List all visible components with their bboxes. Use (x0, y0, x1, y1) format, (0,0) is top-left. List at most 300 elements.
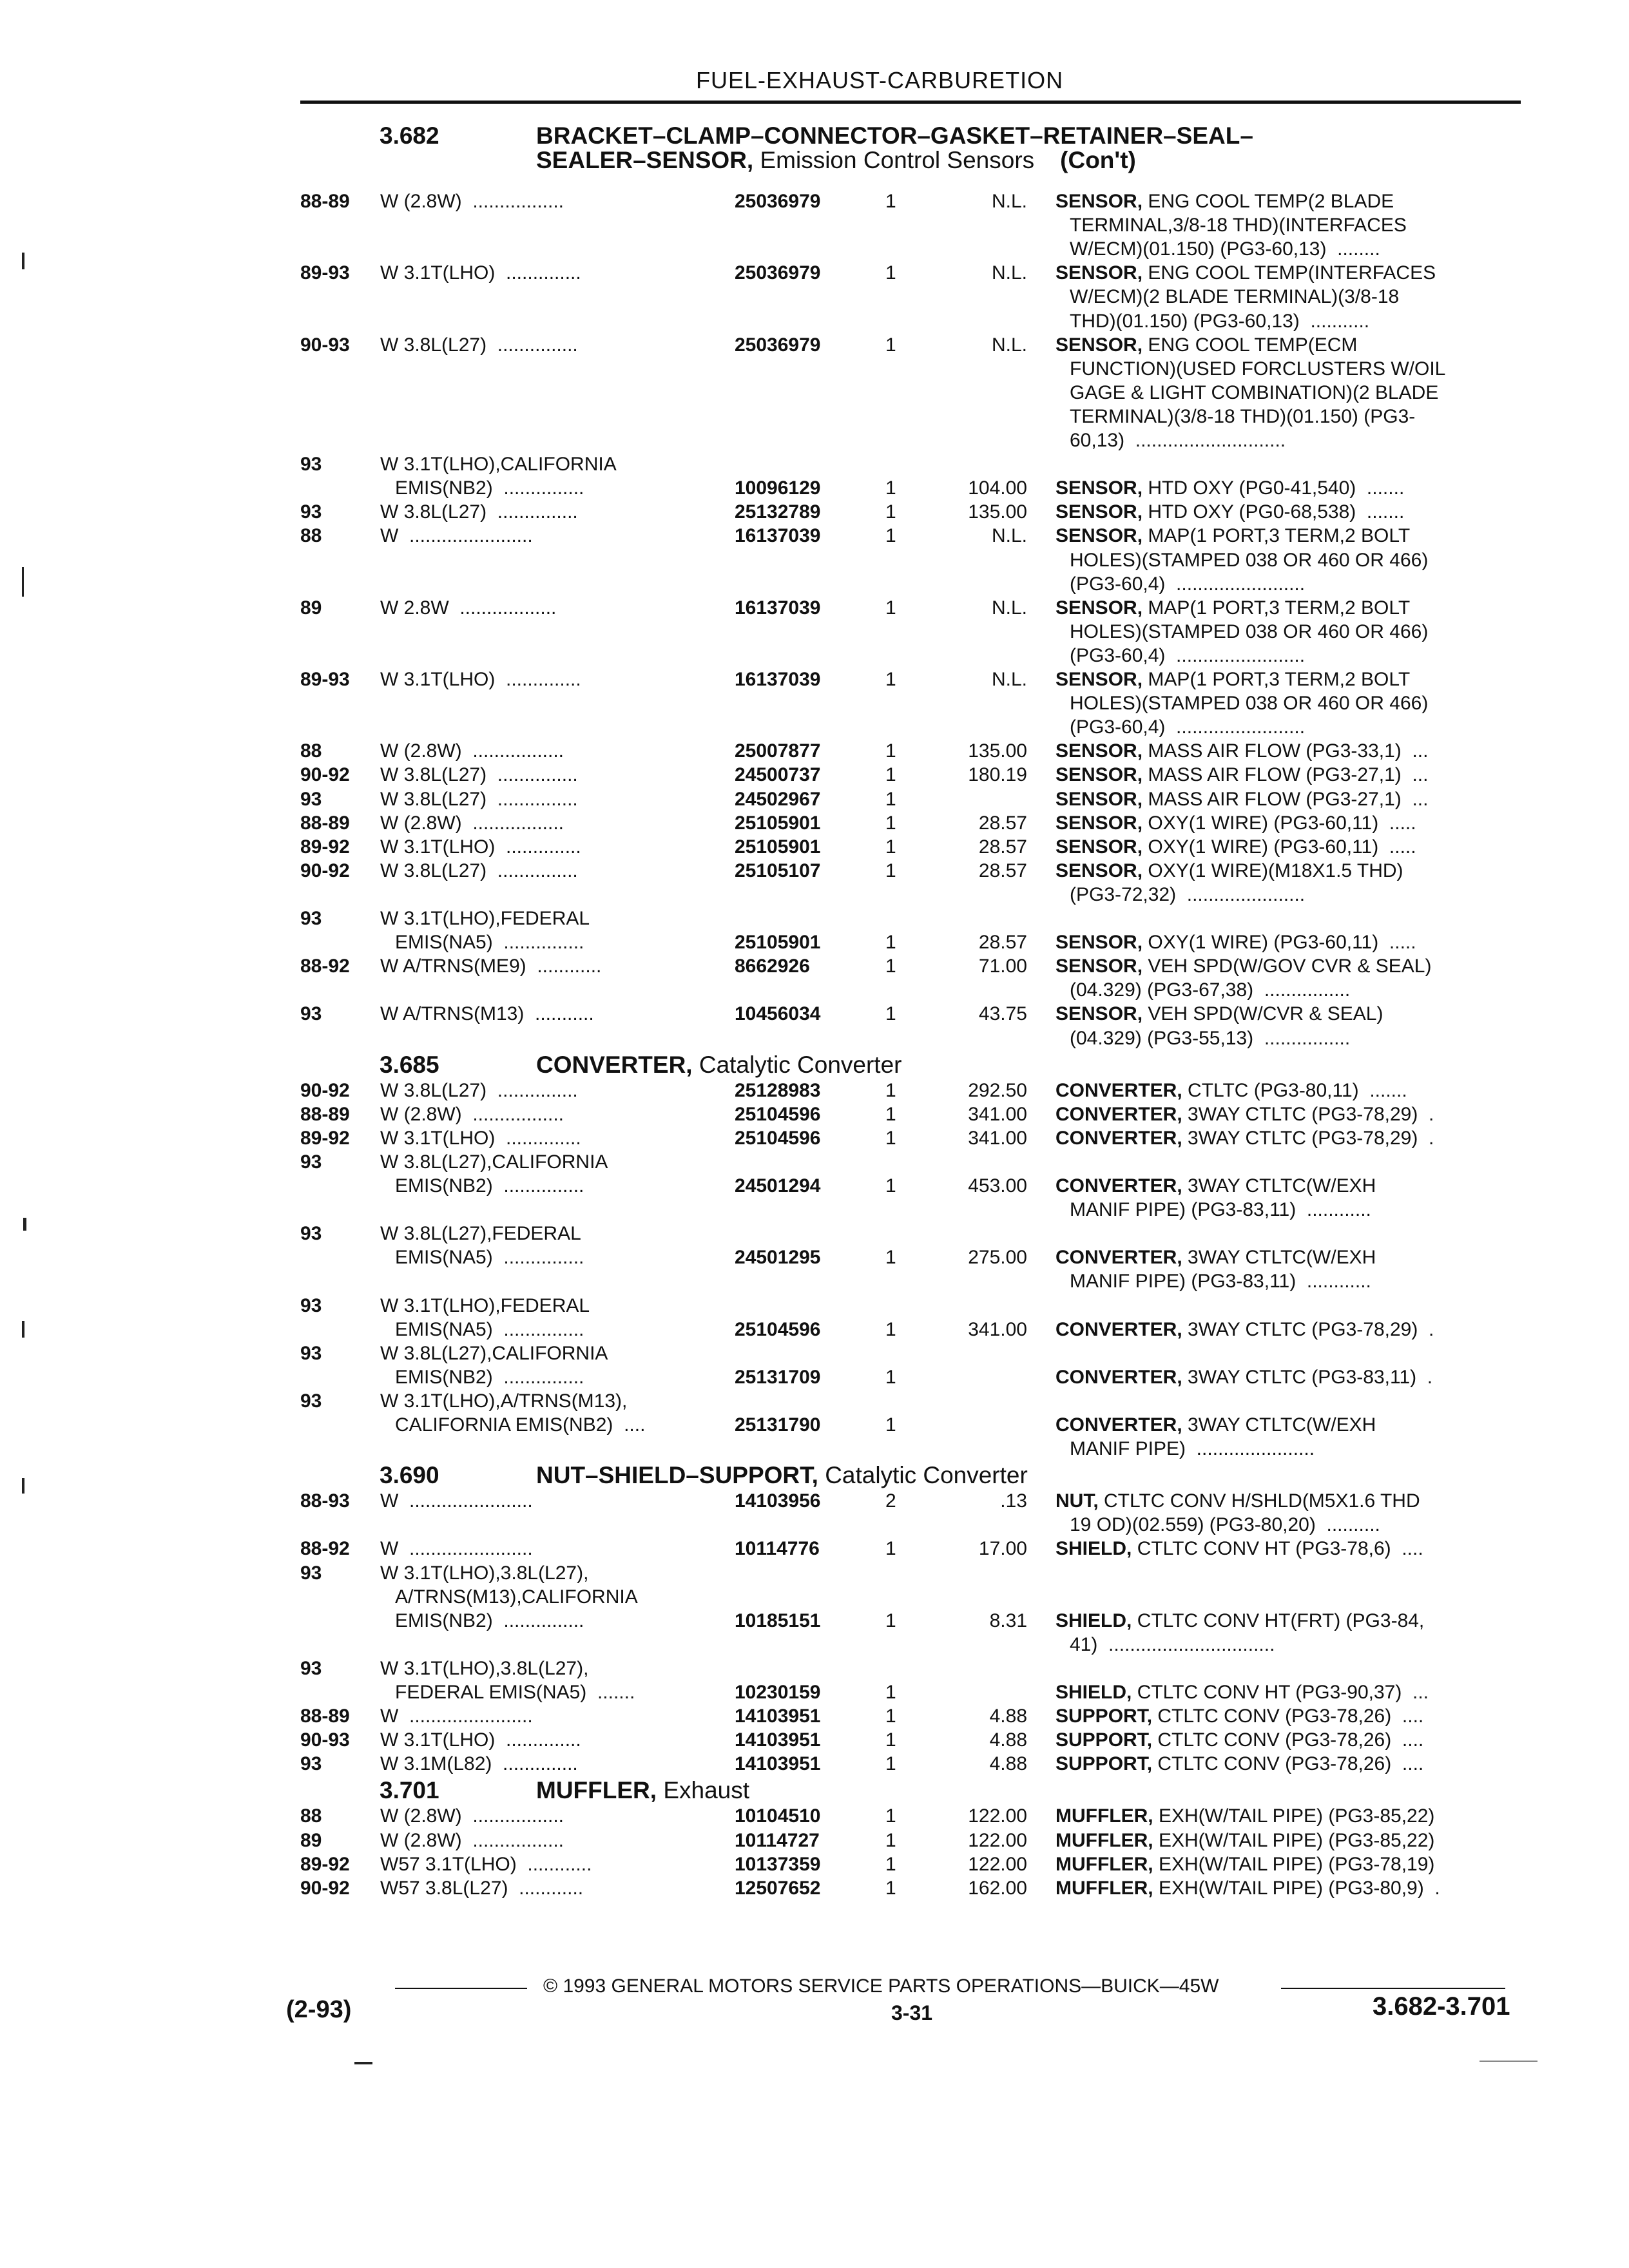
description (1055, 596, 1410, 620)
price: N.L. (991, 597, 1027, 619)
part-number: 25131790 (735, 1414, 821, 1436)
model-year: 93 (300, 454, 322, 476)
quantity: 1 (885, 1682, 896, 1703)
description-text: 3WAY CTLTC (PG3-78,29) . (1182, 1127, 1434, 1149)
application: W 3.1T(LHO),CALIFORNIA (380, 454, 617, 476)
table-row (0, 1150, 1629, 1174)
description-noun: SENSOR, (1055, 525, 1143, 547)
description (1055, 787, 1428, 811)
application: W 3.8L(L27) ............... (380, 501, 578, 523)
section-number: 3.690 (380, 1462, 439, 1489)
price: 71.00 (978, 956, 1027, 977)
application: EMIS(NA5) ............... (395, 1318, 584, 1340)
description-text: ENG COOL TEMP(ECM (1142, 334, 1358, 356)
model-year: 88-89 (300, 812, 350, 834)
footer-rule (1281, 1988, 1505, 1989)
part-number: 24501294 (735, 1175, 821, 1196)
model-year: 93 (300, 908, 322, 929)
description-text: 19 OD)(02.559) (PG3-80,20) .......... (1070, 1514, 1380, 1536)
description-noun: SENSOR, (1055, 860, 1143, 881)
application: W 3.1T(LHO) .............. (380, 262, 581, 284)
description (1070, 572, 1305, 596)
section-title (536, 1052, 901, 1079)
description-text: 60,13) ............................ (1070, 430, 1286, 451)
table-row (0, 1829, 1629, 1852)
description-text: HOLES)(STAMPED 038 OR 460 OR 466) (1070, 620, 1429, 642)
table-row (0, 954, 1629, 978)
description-noun: SENSOR, (1055, 956, 1143, 977)
application: W 3.8L(L27) ............... (380, 860, 578, 881)
application: W 2.8W .................. (380, 597, 557, 619)
description-text: EXH(W/TAIL PIPE) (PG3-80,9) . (1153, 1877, 1440, 1899)
price: 122.00 (968, 1829, 1027, 1851)
part-number: 25128983 (735, 1079, 821, 1101)
description (1055, 835, 1416, 859)
footer-rule (395, 1988, 527, 1989)
price: N.L. (991, 525, 1027, 547)
part-number: 10096129 (735, 477, 821, 499)
quantity: 1 (885, 788, 896, 810)
description-noun: CONVERTER, (1055, 1247, 1182, 1269)
description-text: THD)(01.150) (PG3-60,13) ........... (1070, 310, 1370, 332)
table-row (0, 1513, 1629, 1537)
application: W (2.8W) ................. (380, 191, 564, 212)
description-text: VEH SPD(W/GOV CVR & SEAL) (1142, 956, 1432, 977)
table-row (0, 1704, 1629, 1728)
footer-date-code: (2-93) (286, 1996, 352, 2023)
scan-mark (22, 1321, 24, 1338)
scan-mark (1480, 2061, 1537, 2062)
section-number: 3.701 (380, 1777, 439, 1804)
price: 341.00 (968, 1103, 1027, 1125)
description (1070, 1269, 1371, 1293)
price: 135.00 (968, 501, 1027, 523)
description (1055, 500, 1404, 524)
scan-mark (22, 253, 24, 269)
description-text: EXH(W/TAIL PIPE) (PG3-78,19) (1153, 1853, 1435, 1875)
application: W 3.1T(LHO) .............. (380, 836, 581, 858)
part-number: 12507652 (735, 1877, 821, 1899)
description-noun: SENSOR, (1055, 334, 1143, 356)
quantity: 1 (885, 1103, 896, 1125)
section-number: 3.685 (380, 1051, 439, 1078)
model-year: 93 (300, 1223, 322, 1245)
application: EMIS(NB2) ............... (395, 1175, 584, 1196)
description-noun: MUFFLER, (1055, 1877, 1153, 1899)
section-title (536, 1777, 749, 1804)
model-year: 93 (300, 501, 322, 523)
part-number: 16137039 (735, 669, 821, 690)
part-number: 10185151 (735, 1610, 821, 1631)
quantity: 1 (885, 764, 896, 786)
price: 4.88 (989, 1706, 1027, 1727)
quantity: 1 (885, 932, 896, 954)
table-row (0, 548, 1629, 572)
application: W (2.8W) ................. (380, 740, 564, 762)
quantity: 1 (885, 1366, 896, 1388)
footer-copyright: © 1993 GENERAL MOTORS SERVICE PARTS OPERATIONS—BUICK—45W (543, 1975, 1219, 1997)
part-number: 24501295 (735, 1247, 821, 1269)
application: W 3.1T(LHO),3.8L(L27), (380, 1657, 589, 1679)
description (1055, 1489, 1420, 1513)
description-text: (04.329) (PG3-67,38) ................ (1070, 979, 1351, 1001)
application: EMIS(NA5) ............... (395, 1247, 584, 1269)
price: 453.00 (968, 1175, 1027, 1196)
quantity: 2 (885, 1490, 896, 1512)
description-noun: MUFFLER, (1055, 1805, 1153, 1827)
application: W 3.1T(LHO),FEDERAL (380, 908, 590, 929)
description-noun: SENSOR, (1055, 501, 1143, 523)
description-text: CTLTC (PG3-80,11) ....... (1182, 1079, 1407, 1101)
description-noun: CONVERTER, (1055, 1103, 1182, 1125)
description-text: TERMINAL,3/8-18 THD)(INTERFACES (1070, 215, 1407, 236)
model-year: 93 (300, 1342, 322, 1364)
description-text: 3WAY CTLTC (PG3-78,29) . (1182, 1318, 1434, 1340)
description-noun: SENSOR, (1055, 788, 1143, 810)
description (1070, 357, 1445, 381)
price: 162.00 (968, 1877, 1027, 1899)
model-year: 90-92 (300, 1079, 350, 1101)
description-text: CTLTC CONV HT (PG3-90,37) ... (1132, 1682, 1429, 1703)
quantity: 1 (885, 1175, 896, 1196)
application: W ....................... (380, 525, 533, 547)
table-row (0, 787, 1629, 811)
table-row (0, 1728, 1629, 1752)
quantity: 1 (885, 860, 896, 881)
model-year: 88-89 (300, 1706, 350, 1727)
table-row (0, 1126, 1629, 1150)
description-text: HTD OXY (PG0-41,540) ....... (1142, 477, 1405, 499)
scan-mark (23, 1218, 26, 1231)
description (1055, 1126, 1434, 1150)
application: W 3.1T(LHO) .............. (380, 1729, 581, 1751)
description-text: CTLTC CONV HT (PG3-78,6) .... (1132, 1538, 1423, 1560)
description (1055, 476, 1404, 500)
model-year: 89 (300, 1829, 322, 1851)
description (1055, 1079, 1407, 1102)
table-row (0, 596, 1629, 620)
description (1070, 1633, 1275, 1657)
part-number: 16137039 (735, 525, 821, 547)
application: W 3.1T(LHO),3.8L(L27), (380, 1562, 589, 1584)
table-row (0, 1852, 1629, 1876)
section-title-continued: (Con't) (1060, 147, 1136, 173)
model-year: 90-92 (300, 1877, 350, 1899)
table-row (0, 1657, 1629, 1680)
description-noun: CONVERTER, (1055, 1414, 1182, 1436)
table-row (0, 452, 1629, 476)
description (1055, 1804, 1434, 1828)
description (1070, 381, 1438, 405)
description-text: W/ECM)(01.150) (PG3-60,13) ........ (1070, 238, 1380, 260)
quantity: 1 (885, 477, 896, 499)
description (1055, 739, 1428, 763)
description-text: 3WAY CTLTC(W/EXH (1182, 1414, 1376, 1436)
table-row (0, 189, 1629, 213)
section-title-bold: NUT–SHIELD–SUPPORT, (536, 1462, 818, 1489)
table-row (0, 811, 1629, 835)
description-text: (PG3-60,4) ........................ (1070, 573, 1306, 595)
description-noun: SENSOR, (1055, 836, 1143, 858)
description (1055, 1680, 1429, 1704)
description (1055, 763, 1428, 787)
price: 17.00 (978, 1538, 1027, 1560)
quantity: 1 (885, 1877, 896, 1899)
application: CALIFORNIA EMIS(NB2) .... (395, 1414, 646, 1436)
description-text: 3WAY CTLTC(W/EXH (1182, 1247, 1376, 1269)
description (1070, 691, 1428, 715)
part-number: 14103956 (735, 1490, 821, 1512)
part-number: 10104510 (735, 1805, 821, 1827)
price: 135.00 (968, 740, 1027, 762)
model-year: 88-92 (300, 956, 350, 977)
model-year: 88 (300, 1805, 322, 1827)
application: W 3.1T(LHO),A/TRNS(M13), (380, 1390, 628, 1412)
model-year: 89 (300, 597, 322, 619)
quantity: 1 (885, 191, 896, 212)
part-number: 25036979 (735, 262, 821, 284)
description-text: HOLES)(STAMPED 038 OR 460 OR 466) (1070, 693, 1429, 715)
section-title-light: Catalytic Converter (699, 1051, 902, 1078)
table-row (0, 1318, 1629, 1341)
model-year: 88-89 (300, 191, 350, 212)
quantity: 1 (885, 836, 896, 858)
quantity: 1 (885, 1753, 896, 1775)
table-row (0, 357, 1629, 381)
price: 122.00 (968, 1805, 1027, 1827)
scan-mark (22, 1478, 24, 1494)
part-number: 24500737 (735, 764, 821, 786)
table-row (0, 930, 1629, 954)
table-row (0, 763, 1629, 787)
quantity: 1 (885, 334, 896, 356)
description (1055, 668, 1410, 691)
part-number: 25132789 (735, 501, 821, 523)
description-text: OXY(1 WIRE) (PG3-60,11) ..... (1142, 932, 1416, 954)
application: W (2.8W) ................. (380, 1829, 564, 1851)
table-row (0, 1633, 1629, 1657)
application: W 3.8L(L27),CALIFORNIA (380, 1342, 608, 1364)
model-year: 89-93 (300, 669, 350, 690)
description (1070, 428, 1286, 452)
quantity: 1 (885, 1829, 896, 1851)
quantity: 1 (885, 1729, 896, 1751)
part-number: 16137039 (735, 597, 821, 619)
description (1070, 978, 1350, 1002)
description-text: HTD OXY (PG0-68,538) ....... (1142, 501, 1405, 523)
scan-mark (22, 567, 24, 597)
price: 28.57 (978, 812, 1027, 834)
footer-page-number: 3-31 (891, 2001, 933, 2024)
part-number: 25131709 (735, 1366, 821, 1388)
section-title-bold: SEALER–SENSOR, (536, 147, 754, 173)
quantity: 1 (885, 262, 896, 284)
quantity: 1 (885, 501, 896, 523)
description-text: 3WAY CTLTC (PG3-83,11) . (1182, 1366, 1433, 1388)
description-noun: SENSOR, (1055, 764, 1143, 786)
table-row (0, 1174, 1629, 1198)
description (1055, 189, 1394, 213)
table-row (0, 739, 1629, 763)
description (1055, 1318, 1434, 1341)
table-row (0, 213, 1629, 237)
section-title-light: Emission Control Sensors (760, 147, 1035, 173)
description (1070, 620, 1428, 644)
model-year: 89-92 (300, 1853, 350, 1875)
model-year: 89-93 (300, 262, 350, 284)
description (1055, 930, 1416, 954)
model-year: 93 (300, 1003, 322, 1025)
description-text: MAP(1 PORT,3 TERM,2 BOLT (1142, 525, 1411, 547)
part-number: 14103951 (735, 1753, 821, 1775)
description-text: CTLTC CONV (PG3-78,26) .... (1152, 1706, 1424, 1727)
price: 341.00 (968, 1127, 1027, 1149)
table-row (0, 1437, 1629, 1461)
description (1070, 644, 1305, 668)
table-row (0, 1585, 1629, 1609)
section-title-line2 (536, 148, 1136, 172)
part-number: 10114776 (735, 1538, 820, 1560)
description-text: FUNCTION)(USED FORCLUSTERS W/OIL (1070, 358, 1446, 380)
application: W A/TRNS(ME9) ............ (380, 956, 602, 977)
description-noun: SUPPORT, (1055, 1729, 1153, 1751)
description-noun: SHIELD, (1055, 1682, 1132, 1703)
description-text: EXH(W/TAIL PIPE) (PG3-85,22) (1153, 1805, 1435, 1827)
header-rule (300, 101, 1521, 104)
part-number: 8662926 (735, 956, 810, 977)
table-row (0, 1876, 1629, 1900)
part-number: 25105901 (735, 836, 821, 858)
description (1055, 811, 1416, 835)
description (1055, 524, 1410, 548)
quantity: 1 (885, 956, 896, 977)
description-text: MANIF PIPE) ...................... (1070, 1438, 1315, 1460)
table-row (0, 1489, 1629, 1513)
table-row (0, 1537, 1629, 1561)
table-row (0, 691, 1629, 715)
table-row (0, 1752, 1629, 1776)
table-row (0, 1079, 1629, 1102)
scan-mark (354, 2062, 372, 2064)
table-row (0, 883, 1629, 907)
model-year: 89-92 (300, 1127, 350, 1149)
description-text: (04.329) (PG3-55,13) ................ (1070, 1027, 1351, 1049)
table-row (0, 1609, 1629, 1633)
price: 28.57 (978, 836, 1027, 858)
description (1055, 261, 1436, 285)
quantity: 1 (885, 1805, 896, 1827)
table-row (0, 1222, 1629, 1245)
table-row (0, 1026, 1629, 1050)
table-row (0, 237, 1629, 261)
description-noun: SENSOR, (1055, 812, 1143, 834)
description-text: CTLTC CONV HT(FRT) (PG3-84, (1132, 1610, 1425, 1631)
quantity: 1 (885, 1127, 896, 1149)
quantity: 1 (885, 812, 896, 834)
part-number: 25007877 (735, 740, 821, 762)
part-number: 25105107 (735, 860, 821, 881)
quantity: 1 (885, 597, 896, 619)
table-row (0, 333, 1629, 357)
description (1055, 1704, 1423, 1728)
model-year: 90-93 (300, 334, 350, 356)
table-row (0, 476, 1629, 500)
table-row (0, 1269, 1629, 1293)
model-year: 88-92 (300, 1538, 350, 1560)
application: W57 3.8L(L27) ............ (380, 1877, 584, 1899)
description-noun: SUPPORT, (1055, 1753, 1153, 1775)
table-row (0, 1365, 1629, 1389)
description-text: (PG3-60,4) ........................ (1070, 644, 1306, 666)
part-number: 25105901 (735, 812, 821, 834)
description-noun: SHIELD, (1055, 1610, 1132, 1631)
application: W 3.8L(L27),FEDERAL (380, 1223, 581, 1245)
part-number: 10456034 (735, 1003, 821, 1025)
model-year: 88-89 (300, 1103, 350, 1125)
table-row (0, 668, 1629, 691)
description (1070, 548, 1428, 572)
description-text: (PG3-72,32) ...................... (1070, 883, 1306, 905)
description-noun: NUT, (1055, 1490, 1099, 1512)
part-number: 25104596 (735, 1318, 821, 1340)
page-header-title: FUEL-EXHAUST-CARBURETION (696, 67, 1064, 93)
model-year: 93 (300, 1753, 322, 1775)
application: EMIS(NA5) ............... (395, 932, 584, 954)
description (1070, 883, 1305, 907)
description-noun: SENSOR, (1055, 740, 1143, 762)
description (1070, 715, 1305, 739)
section-title-line1: BRACKET–CLAMP–CONNECTOR–GASKET–RETAINER–SEAL– (536, 122, 1253, 149)
description (1055, 1413, 1376, 1437)
description (1055, 1002, 1383, 1026)
table-row (0, 907, 1629, 930)
section-title-bold: CONVERTER, (536, 1051, 693, 1078)
footer-section-range: 3.682-3.701 (1373, 1992, 1510, 2021)
description-text: GAGE & LIGHT COMBINATION)(2 BLADE (1070, 381, 1439, 403)
part-number: 10114727 (735, 1829, 820, 1851)
application: W (2.8W) ................. (380, 812, 564, 834)
quantity: 1 (885, 740, 896, 762)
description (1070, 1198, 1371, 1222)
description (1055, 1752, 1423, 1776)
description-text: HOLES)(STAMPED 038 OR 460 OR 466) (1070, 549, 1429, 571)
model-year: 93 (300, 1151, 322, 1173)
description-noun: CONVERTER, (1055, 1175, 1182, 1196)
description-text: MASS AIR FLOW (PG3-33,1) ... (1142, 740, 1429, 762)
quantity: 1 (885, 1318, 896, 1340)
application: W A/TRNS(M13) ........... (380, 1003, 594, 1025)
model-year: 88 (300, 525, 322, 547)
description-text: MAP(1 PORT,3 TERM,2 BOLT (1142, 669, 1411, 690)
table-row (0, 500, 1629, 524)
quantity: 1 (885, 1079, 896, 1101)
description (1055, 333, 1357, 357)
table-row (0, 1389, 1629, 1413)
application: FEDERAL EMIS(NA5) ....... (395, 1682, 635, 1703)
table-row (0, 1198, 1629, 1222)
description-text: OXY(1 WIRE) (PG3-60,11) ..... (1142, 812, 1416, 834)
description (1070, 1513, 1380, 1537)
application: W 3.8L(L27),CALIFORNIA (380, 1151, 608, 1173)
table-row (0, 1561, 1629, 1585)
description-text: W/ECM)(2 BLADE TERMINAL)(3/8-18 (1070, 286, 1400, 308)
model-year: 93 (300, 788, 322, 810)
part-number: 10137359 (735, 1853, 821, 1875)
application: W 3.8L(L27) ............... (380, 1079, 578, 1101)
table-row (0, 285, 1629, 309)
quantity: 1 (885, 525, 896, 547)
model-year: 88-93 (300, 1490, 350, 1512)
